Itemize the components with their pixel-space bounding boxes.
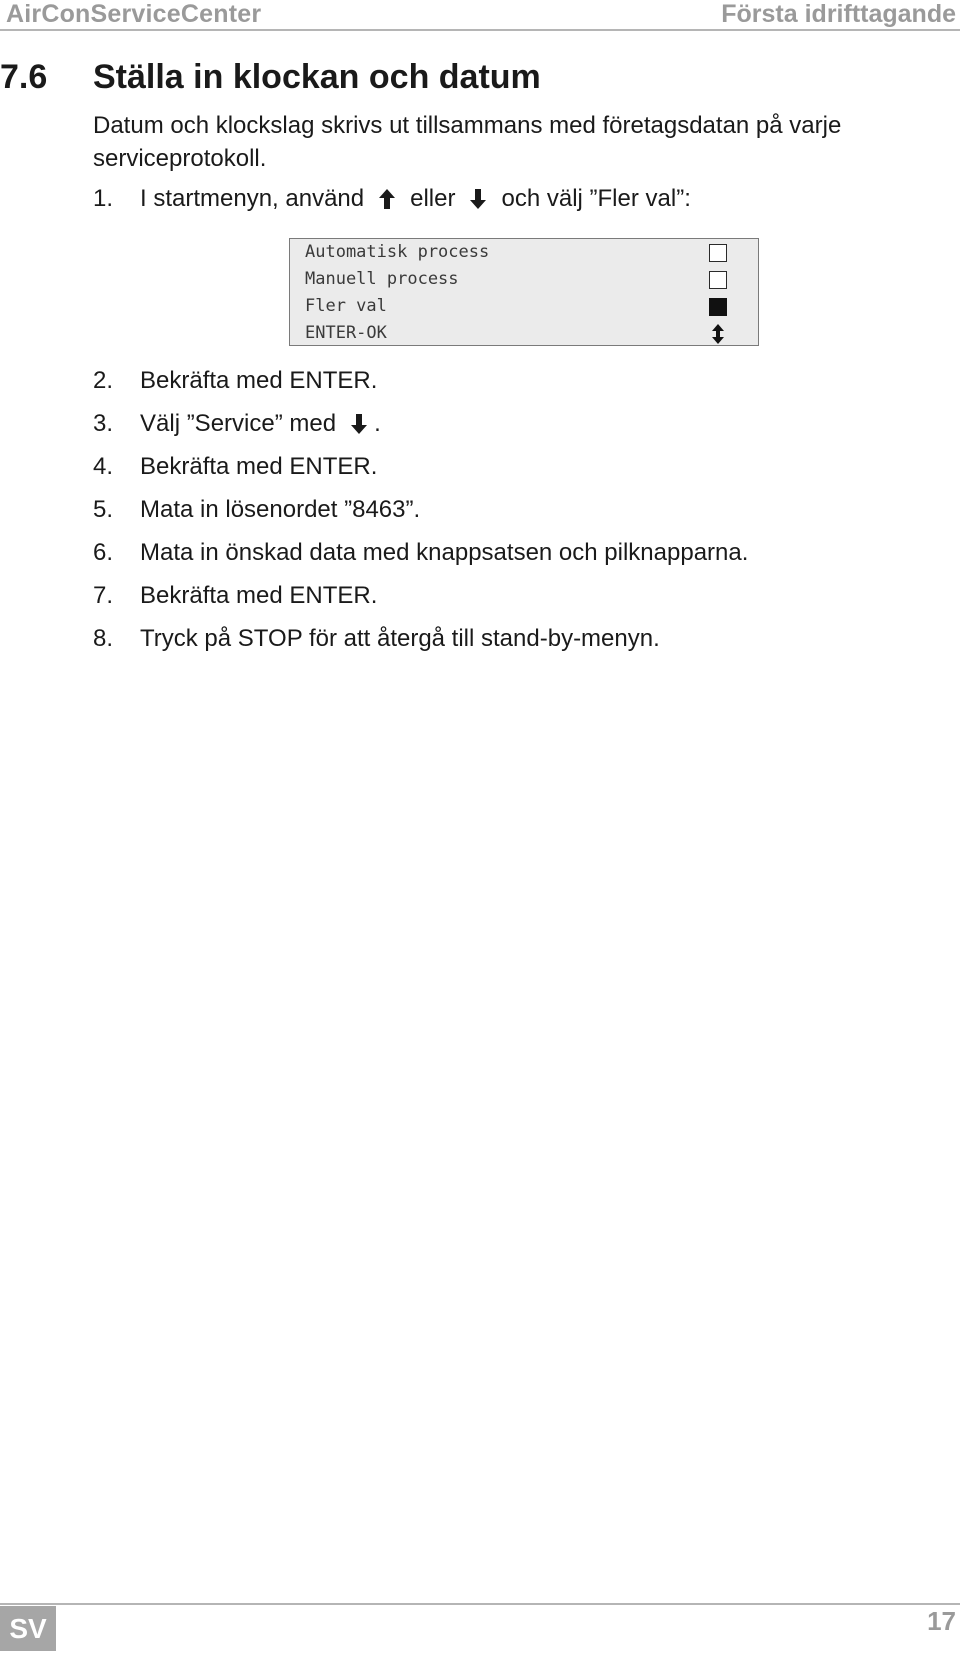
arrow-up-icon	[374, 184, 400, 214]
lcd-row	[305, 320, 745, 347]
header-divider	[0, 29, 960, 31]
step-text-part: och välj ”Fler val”:	[501, 185, 691, 212]
step-text	[140, 184, 691, 214]
step-number: 6.	[93, 539, 114, 566]
step-number: 8.	[93, 625, 114, 652]
step-text-part: eller	[410, 185, 456, 212]
up-down-arrow-icon	[709, 323, 727, 345]
step-number: 4.	[93, 453, 114, 480]
step-number: 5.	[93, 496, 114, 523]
arrow-down-icon	[465, 184, 491, 214]
lcd-display	[289, 238, 759, 346]
lcd-row-label: ENTER-OK	[305, 323, 387, 343]
intro-paragraph: Datum och klockslag skrivs ut tillsammans med företagsdatan på varje serviceprotokoll.	[93, 112, 842, 172]
empty-checkbox-icon	[709, 271, 727, 289]
footer-divider	[0, 1603, 960, 1605]
step-text	[140, 409, 381, 439]
step-text: Mata in önskad data med knappsatsen och pilknapparna.	[140, 539, 749, 566]
lcd-row	[305, 239, 745, 266]
step-text-part: I startmenyn, använd	[140, 185, 365, 212]
step-text: Tryck på STOP för att återgå till stand-by-menyn.	[140, 625, 660, 652]
step-text: Bekräfta med ENTER.	[140, 582, 378, 609]
step-number: 3.	[93, 410, 114, 437]
step-text-part: .	[374, 410, 381, 437]
step-text-part: Välj ”Service” med	[140, 410, 337, 437]
brand-name: AirConServiceCenter	[6, 0, 262, 28]
lcd-row-label: Automatisk process	[305, 242, 490, 262]
step-text: Mata in lösenordet ”8463”.	[140, 496, 421, 523]
section-number: 7.6	[0, 58, 48, 96]
empty-checkbox-icon	[709, 244, 727, 262]
step-text: Bekräfta med ENTER.	[140, 453, 378, 480]
lcd-row-label: Fler val	[305, 296, 387, 316]
step-text: Bekräfta med ENTER.	[140, 367, 378, 394]
step-number: 1.	[93, 185, 114, 212]
lcd-row	[305, 266, 745, 293]
lcd-row	[305, 293, 745, 320]
step-number: 2.	[93, 367, 114, 394]
step-number: 7.	[93, 582, 114, 609]
language-badge: SV	[0, 1606, 56, 1651]
lcd-row-label: Manuell process	[305, 269, 459, 289]
chapter-title: Första idrifttagande	[721, 0, 956, 28]
section-title: Ställa in klockan och datum	[93, 58, 541, 96]
arrow-down-icon	[346, 409, 372, 439]
filled-checkbox-icon	[709, 298, 727, 316]
page-header	[0, 0, 960, 30]
page-number: 17	[927, 1606, 956, 1636]
